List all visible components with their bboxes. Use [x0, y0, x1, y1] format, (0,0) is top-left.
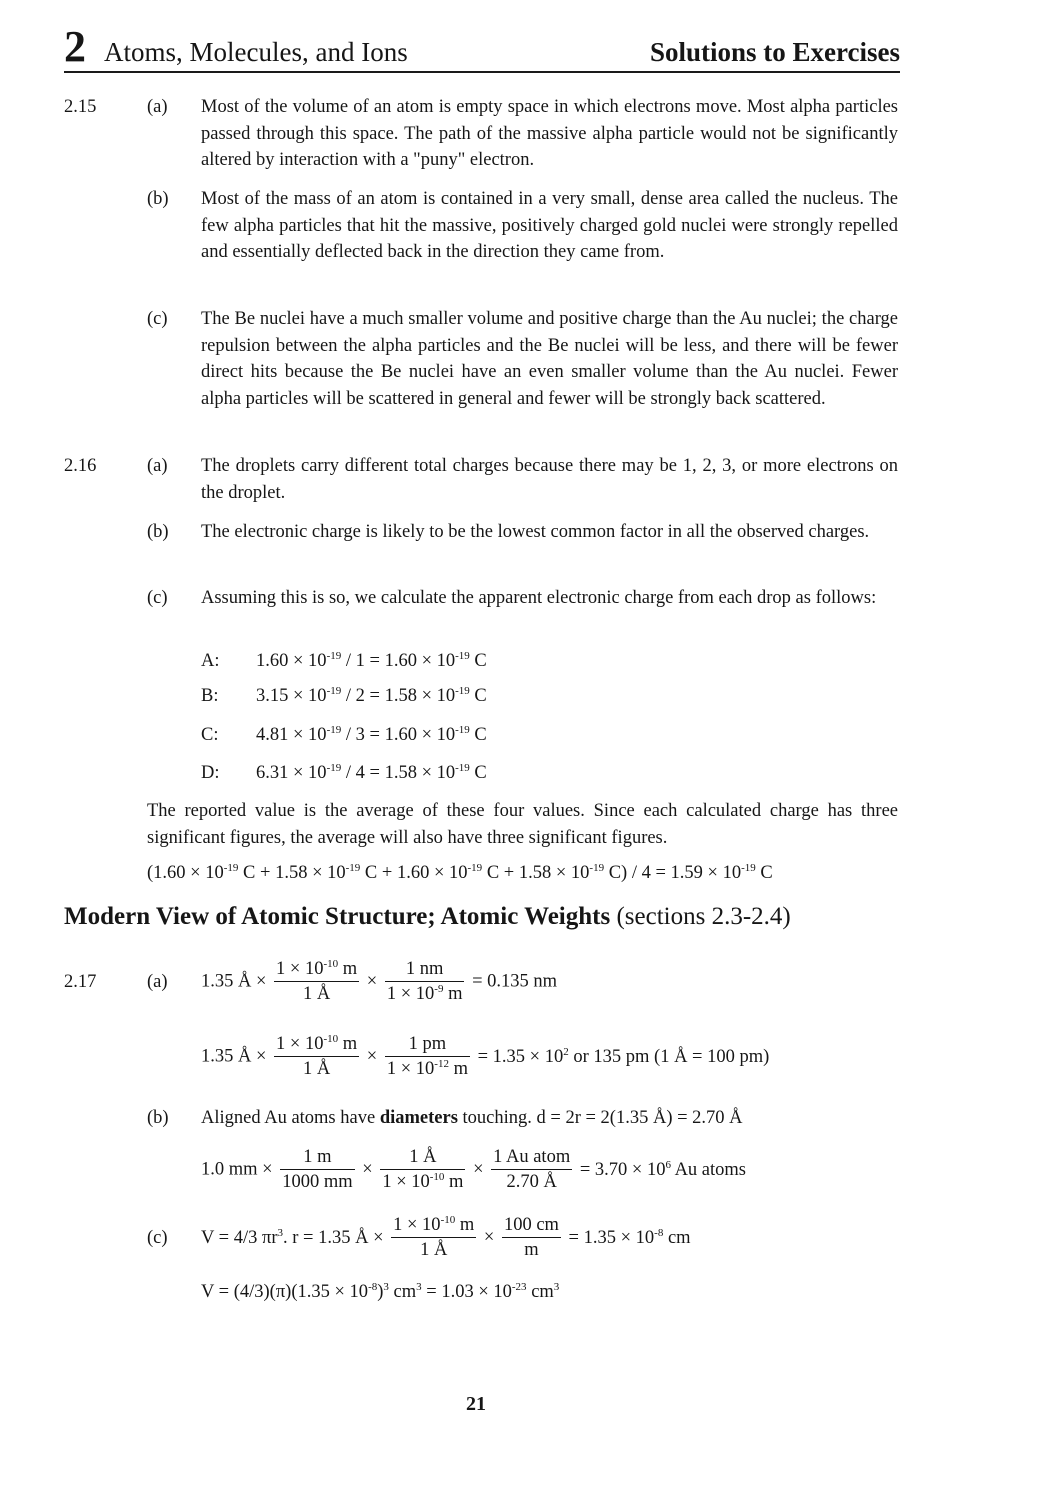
paragraph-summary: The reported value is the average of these four values. Since each calculated charge has three significant figures, the average will also have three significant figures.: [147, 801, 898, 848]
drop-equation: $6.31 \times 10^{-19} / 4 = 1.58 \times 10^{-19}$ C: [256, 762, 487, 783]
part-label: (a): [147, 456, 168, 476]
average-equation: ($1.60 \times 10^{-19}$ $C + 1.58 \times 10^{-19}$ $C + 1.60 \times 10^{-19}$ $C + 1.58 \times 10^{-19}$ $C) / 4 = 1.59 \times 10^{-19}$ C: [147, 862, 773, 883]
part-label: (b): [147, 1108, 169, 1128]
paragraph-2-15b: Most of the mass of an atom is contained in a very small, dense area called the nucleus. The few alpha particles that hit the massive, positively charged gold nuclei were strongly repelled and essentially deflected back in the direction they came from.: [201, 189, 898, 262]
part-label: (c): [147, 1228, 168, 1248]
equation-2-17c: V = 4/3 $\pi r^3$. r = 1.35 Å × $\frac{1 \times 10^{-10} m}{1 Å}$ × $\frac{100 cm}{m}$ = $1.35 \times 10^{-8}$ cm: [201, 1214, 691, 1260]
part-label: (c): [147, 309, 168, 329]
volume-equation: $V = (4/3)(\pi)(1.35 \times 10^{-8})^3$ $cm^3 = 1.03 \times 10^{-23}$ $cm^3$: [201, 1281, 560, 1302]
section-title: Solutions to Exercises: [649, 37, 900, 67]
drop-equation: $4.81 \times 10^{-19} / 3 = 1.60 \times 10^{-19}$ C: [256, 724, 487, 745]
header-rule: [64, 71, 900, 73]
part-label: (b): [147, 189, 169, 209]
equation-2-17a-1: 1.35 Å × $\frac{1 \times 10^{-10} m}{1 Å}$ × $\frac{1 nm}{1 \times 10^{-9} m}$ = 0.135 nm: [201, 958, 558, 1004]
drop-label: A:: [201, 651, 220, 671]
exercise-number-2-17: 2.17: [64, 972, 97, 992]
part-label: (a): [147, 97, 168, 117]
part-label: (c): [147, 588, 168, 608]
drop-label: B:: [201, 686, 219, 706]
section-heading: Modern View of Atomic Structure; Atomic Weights (sections 2.3-2.4): [64, 903, 791, 930]
paragraph-2-16c: Assuming this is so, we calculate the apparent electronic charge from each drop as follows:: [201, 588, 877, 608]
paragraph-2-15c: The Be nuclei have a much smaller volume and positive charge than the Au nuclei; the charge repulsion between the alpha particles and the Be nuclei will be less, and there will be fewer direct hits because the Be nuclei have an even smaller volume than the Au nuclei. Fewer alpha particles will be scattered in general and fewer will be strongly back scattered.: [201, 309, 898, 409]
exercise-number-2-16: 2.16: [64, 456, 97, 476]
drop-equation: $3.15 \times 10^{-19} / 2 = 1.58 \times 10^{-19}$ C: [256, 685, 487, 706]
paragraph-2-16a: The droplets carry different total charges because there may be 1, 2, 3, or more electrons on the droplet.: [201, 456, 898, 503]
drop-equation: $1.60 \times 10^{-19} / 1 = 1.60 \times 10^{-19}$ C: [256, 650, 487, 671]
part-label: (b): [147, 522, 169, 542]
drop-label: C:: [201, 725, 219, 745]
chapter-number: 2: [64, 22, 86, 71]
chapter-title: Atoms, Molecules, and Ions: [104, 37, 408, 67]
part-label: (a): [147, 972, 168, 992]
paragraph-2-15a: Most of the volume of an atom is empty space in which electrons move. Most alpha particles passed through this space. The path of the massive alpha particle would not be significantly altered by interaction with a "puny" electron.: [201, 97, 898, 170]
paragraph-2-16b: The electronic charge is likely to be the lowest common factor in all the observed charges.: [201, 522, 870, 542]
paragraph-2-17b: Aligned Au atoms have diameters touching. d = 2r = 2(1.35 Å) = 2.70 Å: [201, 1108, 743, 1128]
equation-2-17b: 1.0 mm × $\frac{1 m}{1000 mm}$ × $\frac{1 Å}{1 \times 10^{-10} m}$ × $\frac{\text{1 Au atom}}{2.70 Å}$ = $3.70 \times 10^6$ Au atoms: [201, 1147, 746, 1192]
exercise-number-2-15: 2.15: [64, 97, 97, 117]
equation-2-17a-2: 1.35 Å × $\frac{1 \times 10^{-10} m}{1 Å}$ × $\frac{1 pm}{1 \times 10^{-12} m}$ = $1.35 \times 10^2$ or 135 pm (1 Å = 100 pm): [201, 1033, 770, 1079]
page-number: 21: [466, 1393, 486, 1415]
drop-label: D:: [201, 763, 220, 783]
